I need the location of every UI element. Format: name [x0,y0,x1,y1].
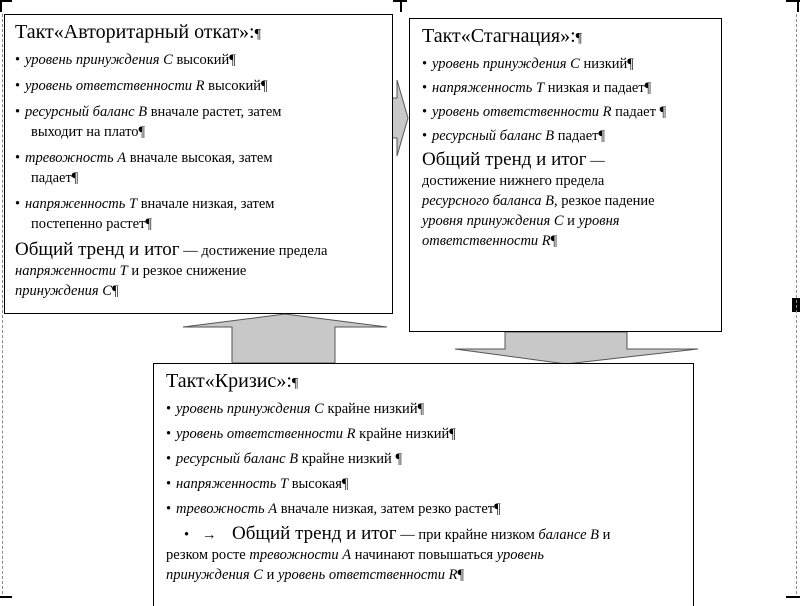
arrow-crisis-to-authoritarian [183,314,387,363]
authoritarian-title: Такт«Авторитарный откат»:¶ [15,21,261,43]
list-item: • напряженность Т вначале низкая, затем постепенно растет¶ [15,196,275,232]
list-item: • уровень ответственности R крайне низкий¶ [166,426,456,442]
list-item: • напряженность Т низкая и падает¶ [422,80,652,96]
list-item: • напряженность Т высокая¶ [166,476,349,492]
list-item: • тревожность А вначале низкая, затем резко растет¶ [166,501,501,517]
authoritarian-summary: Общий тренд и итог — достижение предела напряженности Т и резкое снижение принуждения С¶ [15,239,328,299]
list-item: • ресурсный баланс В крайне низкий ¶ [166,451,403,467]
list-item: • уровень ответственности R падает ¶ [422,104,667,120]
crisis-title: Такт«Кризис»:¶ [166,370,299,392]
stagnation-phase-box [409,18,722,332]
crisis-phase-box [153,363,694,606]
stagnation-summary: Общий тренд и итог — достижение нижнего предела ресурсного баланса В, резкое падение уровня принуждения С и уровня ответственности R¶ [422,149,655,249]
list-item: • уровень ответственности R высокий¶ [15,78,268,94]
list-item: • уровень принуждения С крайне низкий¶ [166,401,425,417]
list-item: • уровень принуждения С высокий¶ [15,52,236,68]
list-item: • ресурсный баланс В падает¶ [422,128,606,144]
arrow-stagnation-to-crisis [455,332,698,364]
authoritarian-phase-box [4,14,393,314]
list-item: • уровень принуждения С низкий¶ [422,56,634,72]
crisis-summary: • → Общий тренд и итог — при крайне низком балансе В и резком росте тревожности А начинают повышаться уровень принуждения С и уровень ответственности R¶ [166,523,611,583]
stagnation-title: Такт«Стагнация»:¶ [422,25,583,47]
list-item: • ресурсный баланс В вначале растет, затем выходит на плато¶ [15,104,282,140]
list-item: • тревожность А вначале высокая, затем падает¶ [15,150,273,186]
